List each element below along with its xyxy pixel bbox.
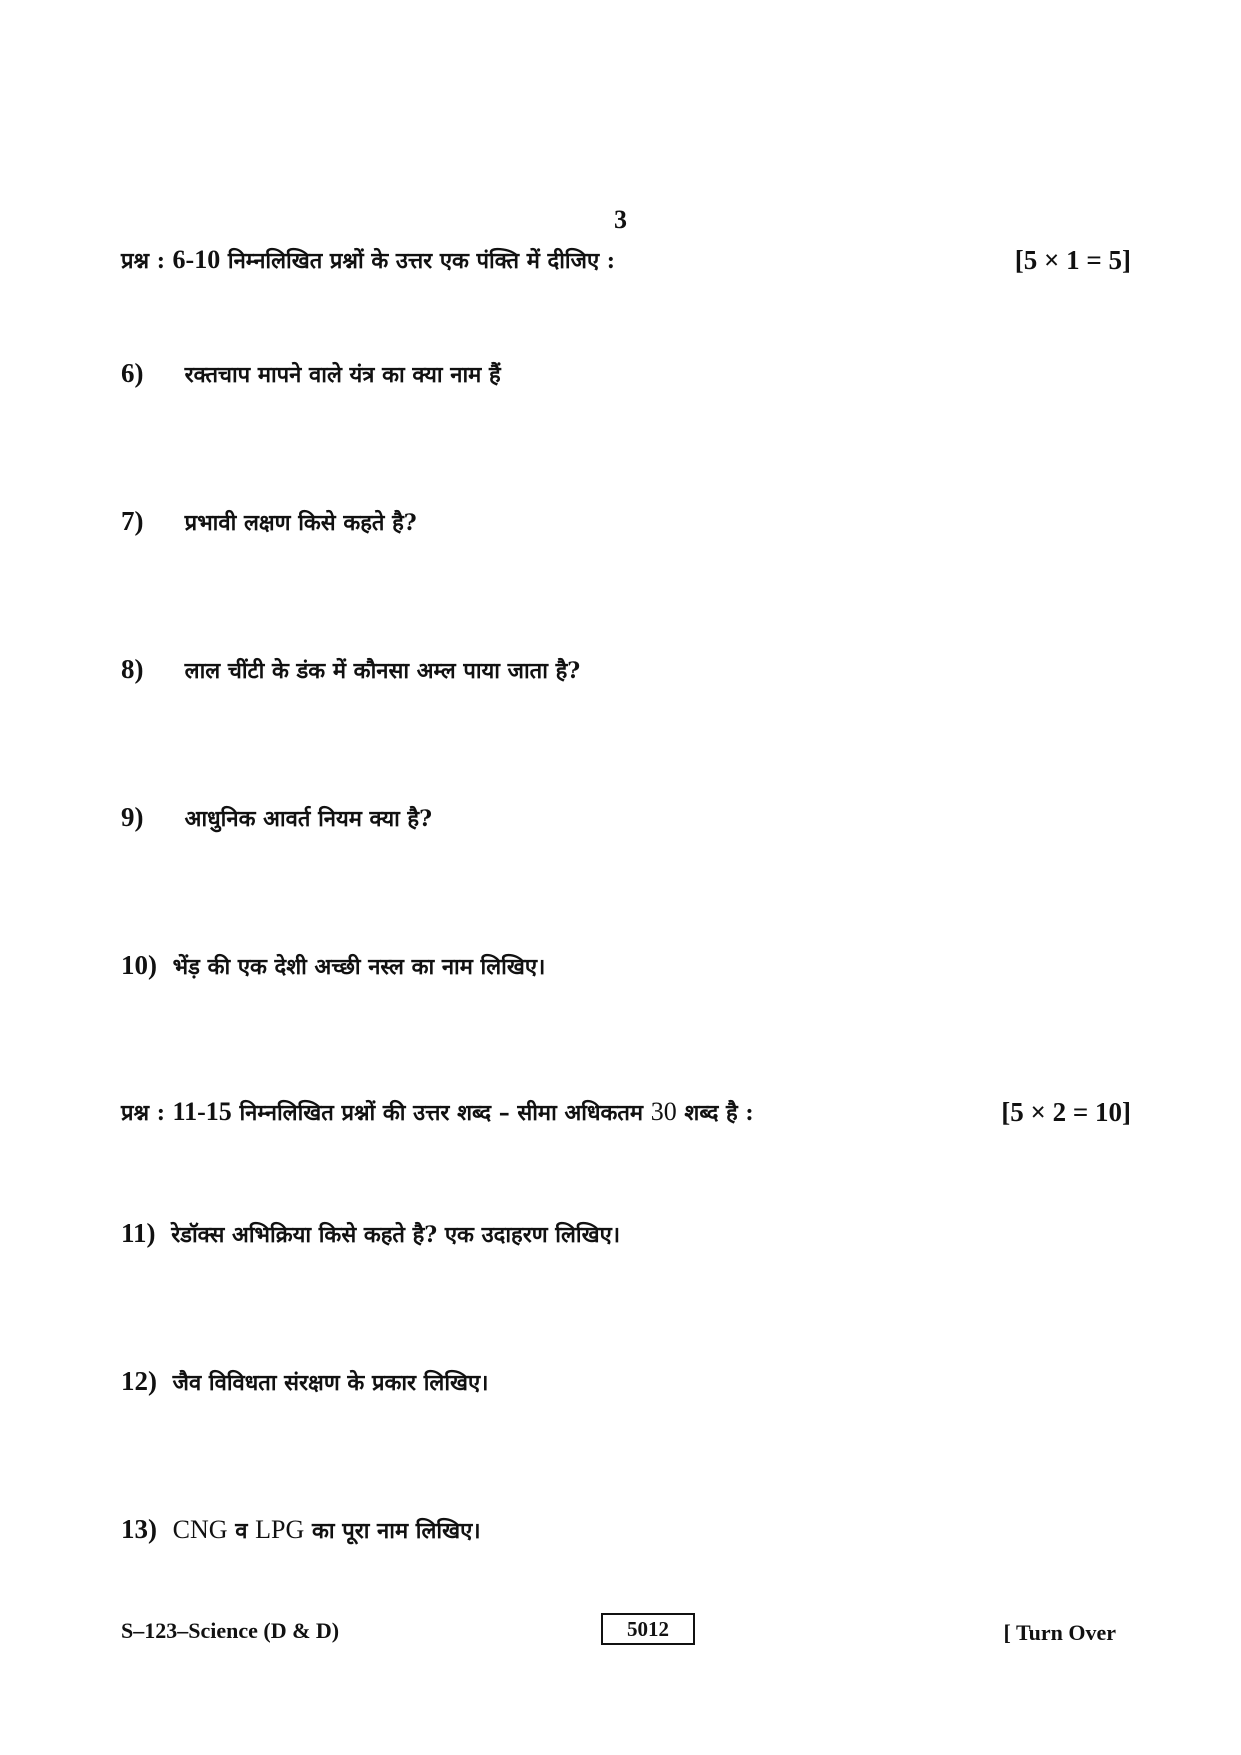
section-marks: [5 × 1 = 5] <box>1014 245 1131 275</box>
section-range: 11-15 <box>172 1097 232 1126</box>
question-number: 7) <box>121 506 144 536</box>
page-number: 3 <box>614 205 627 234</box>
question-13 <box>121 1514 481 1545</box>
question-number: 8) <box>121 654 144 684</box>
question-text-and: व <box>235 1518 248 1544</box>
question-text: जैव विविधता संरक्षण के प्रकार लिखिए। <box>172 1370 489 1396</box>
question-text: रेडॉक्स अभिक्रिया किसे कहते है? एक उदाहरण लिखिए। <box>171 1222 621 1248</box>
section-instruction-end: शब्द है : <box>684 1100 754 1126</box>
question-7 <box>121 506 417 537</box>
section-instruction: निम्नलिखित प्रश्नों के उत्तर एक पंक्ति में दीजिए : <box>227 248 615 274</box>
question-text: प्रभावी लक्षण किसे कहते है? <box>184 510 417 536</box>
section-prefix: प्रश्न : <box>121 1100 165 1126</box>
question-number: 10) <box>121 950 157 980</box>
question-text: भेंड़ की एक देशी अच्छी नस्ल का नाम लिखिए। <box>172 954 546 980</box>
question-8 <box>121 654 580 685</box>
question-number: 13) <box>121 1514 157 1544</box>
question-11 <box>121 1218 620 1249</box>
question-number: 9) <box>121 802 144 832</box>
question-text-rest: का पूरा नाम लिखिए। <box>311 1518 481 1544</box>
question-number: 11) <box>121 1218 156 1248</box>
section-heading-2 <box>121 1097 1131 1127</box>
section-marks: [5 × 2 = 10] <box>1001 1097 1131 1127</box>
section-instruction: निम्नलिखित प्रश्नों की उत्तर शब्द – सीमा अधिकतम <box>239 1100 644 1126</box>
section-heading-1 <box>121 245 1131 275</box>
question-9 <box>121 802 432 833</box>
question-text: रक्तचाप मापने वाले यंत्र का क्या नाम हैं <box>184 362 501 388</box>
question-6 <box>121 358 501 389</box>
question-number: 12) <box>121 1366 157 1396</box>
footer-paper-code: S–123–Science (D & D) <box>121 1618 340 1643</box>
section-prefix: प्रश्न : <box>121 248 165 274</box>
section-range: 6-10 <box>172 245 221 274</box>
question-text: आधुनिक आवर्त नियम क्या है? <box>184 806 433 832</box>
question-10 <box>121 950 545 981</box>
footer-box-code: 5012 <box>601 1613 695 1645</box>
question-12 <box>121 1366 489 1397</box>
word-limit: 30 <box>650 1097 677 1126</box>
footer-turn-over: [ Turn Over <box>1003 1620 1116 1645</box>
question-text: लाल चींटी के डंक में कौनसा अम्ल पाया जाता है? <box>184 658 581 684</box>
question-text-cng: CNG <box>172 1515 228 1544</box>
question-text-lpg: LPG <box>255 1515 305 1544</box>
question-number: 6) <box>121 358 144 388</box>
